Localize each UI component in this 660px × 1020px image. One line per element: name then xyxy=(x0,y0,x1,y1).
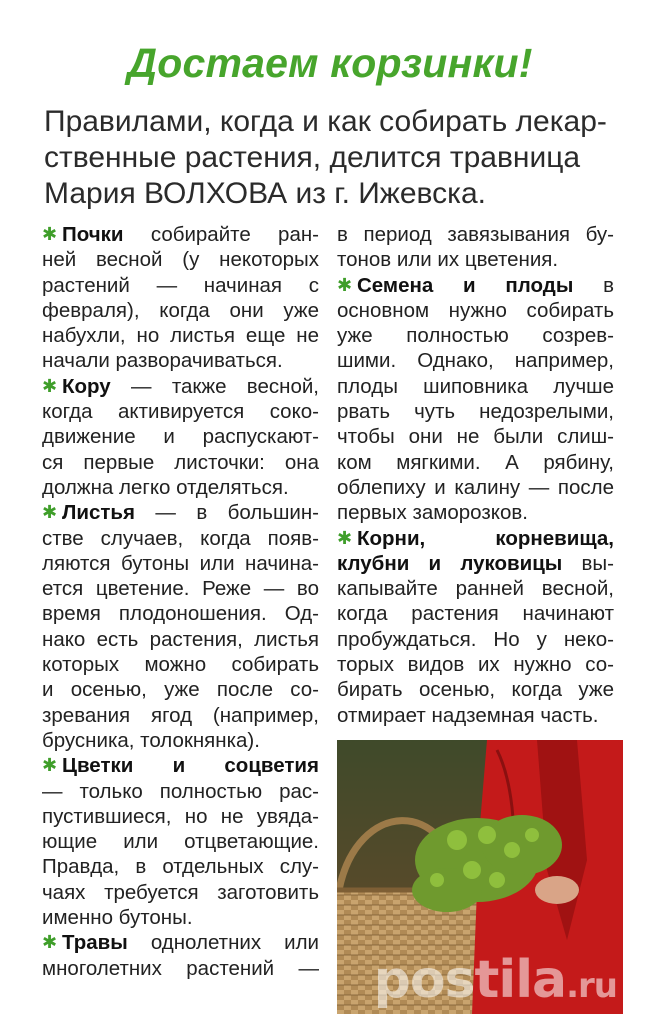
text-line: ней весной (у некоторых xyxy=(42,248,319,272)
text-line: в период завязывания бу- xyxy=(337,223,614,246)
text-line: ком мягкими. А рябину, xyxy=(337,450,614,474)
text-line: ющие или отцветающие. xyxy=(42,830,319,854)
text-span: в xyxy=(573,273,615,297)
text-line: плоды шиповника лучше xyxy=(337,374,614,398)
text-line: тонов или их цветения. xyxy=(337,248,559,272)
text-line: ляются бутоны или начина- xyxy=(42,551,319,575)
text-line: стве случаев, когда появ- xyxy=(42,526,319,550)
text-line: рвать чуть недозрелыми, xyxy=(337,400,614,424)
text-span: — также весной, xyxy=(110,374,319,398)
text-line: основном нужно собирать xyxy=(337,298,614,322)
section-leaves xyxy=(42,500,319,753)
section-bark xyxy=(42,374,319,500)
text-span: вы- xyxy=(562,551,614,575)
section-seeds xyxy=(337,273,614,526)
lead-line: ственные растения, делится травница xyxy=(44,141,581,174)
section-flowers xyxy=(42,753,319,930)
section-heading: Кору xyxy=(62,374,111,398)
text-line xyxy=(42,222,319,247)
lead-paragraph xyxy=(44,104,634,212)
text-line: — только полностью рас- xyxy=(42,779,319,803)
text-line: капывайте ранней весной, xyxy=(337,577,614,601)
asterisk-bullet-icon: ✱ xyxy=(337,274,353,295)
text-line: нако есть растения, листья xyxy=(42,627,319,651)
section-heading: Почки xyxy=(62,223,124,246)
text-line: когда активируется соко- xyxy=(42,400,319,424)
text-line: ется цветение. Реже — во xyxy=(42,577,319,601)
text-line xyxy=(42,930,319,955)
text-span: собирайте ран- xyxy=(123,223,319,246)
text-line: набухли, но листья еще не xyxy=(42,324,319,348)
section-herbs xyxy=(42,930,319,981)
text-span: — в большин- xyxy=(135,501,319,525)
asterisk-bullet-icon: ✱ xyxy=(337,527,353,548)
text-line: пустившиеся, но не увяда- xyxy=(42,804,319,828)
text-line: облепиху и калину — после xyxy=(337,475,614,499)
text-line: уже полностью созрев- xyxy=(337,324,614,348)
asterisk-bullet-icon: ✱ xyxy=(42,224,58,244)
section-heading: Семена и плоды xyxy=(357,273,574,297)
text-line: торых видов их нужно со- xyxy=(337,653,614,677)
text-line: ся первые листочки: она xyxy=(42,450,319,474)
asterisk-bullet-icon: ✱ xyxy=(42,375,58,396)
article-title: Достаем корзинки! xyxy=(127,40,533,86)
text-line: начали разворачиваться. xyxy=(42,349,283,373)
right-column xyxy=(337,222,614,728)
asterisk-bullet-icon: ✱ xyxy=(42,502,58,523)
text-line xyxy=(337,526,614,551)
watermark xyxy=(374,950,617,1010)
left-column xyxy=(42,222,319,981)
asterisk-bullet-icon: ✱ xyxy=(42,755,58,776)
text-line: когда растения начинают xyxy=(337,602,614,626)
section-heading: Травы xyxy=(62,931,128,955)
text-line xyxy=(42,753,319,778)
lead-line: Мария ВОЛХОВА из г. Ижевска. xyxy=(44,177,486,210)
section-herbs-continued xyxy=(337,222,614,273)
text-line: должна легко отделяться. xyxy=(42,475,289,499)
herb-basket-photo xyxy=(337,740,623,1014)
text-line xyxy=(337,551,614,576)
asterisk-bullet-icon: ✱ xyxy=(42,932,58,953)
text-line: февраля), когда они уже xyxy=(42,298,319,322)
watermark-name: postila xyxy=(373,950,567,1010)
text-line: растений — начиная с xyxy=(42,273,319,297)
text-line: брусника, толокнянка). xyxy=(42,728,260,752)
text-line: Правда, в отдельных слу- xyxy=(42,855,319,879)
text-line: и осенью, уже после со- xyxy=(42,678,319,702)
section-buds xyxy=(42,222,319,374)
section-heading: Листья xyxy=(62,501,135,525)
section-heading: клубни и луковицы xyxy=(337,551,563,575)
text-line: чтобы они не были слиш- xyxy=(337,425,614,449)
lead-line: Правилами, когда и как собирать лекар- xyxy=(44,105,607,138)
text-line: шими. Однако, например, xyxy=(337,349,614,373)
text-line xyxy=(42,500,319,525)
text-line: время плодоношения. Од- xyxy=(42,602,319,626)
text-line: пробуждаться. Но у неко- xyxy=(337,627,614,651)
text-line: первых заморозков. xyxy=(337,501,528,525)
text-line: зревания ягод (например, xyxy=(42,703,319,727)
section-heading: Цветки и соцветия xyxy=(62,754,319,778)
text-span: однолетних или xyxy=(127,931,319,955)
text-line: которых можно собирать xyxy=(42,653,319,677)
text-line: бирать осенью, когда уже xyxy=(337,678,614,702)
text-line: многолетних растений — xyxy=(42,956,319,980)
text-line: отмирает надземная часть. xyxy=(337,703,599,727)
section-heading: Корни, корневища, xyxy=(357,526,614,550)
text-line: именно бутоны. xyxy=(42,906,193,930)
text-line xyxy=(337,273,614,298)
text-line: чаях требуется заготовить xyxy=(42,880,319,904)
watermark-tld: .ru xyxy=(566,966,617,1006)
section-roots xyxy=(337,526,614,728)
text-line: движение и распускают- xyxy=(42,425,319,449)
text-line xyxy=(42,374,319,399)
